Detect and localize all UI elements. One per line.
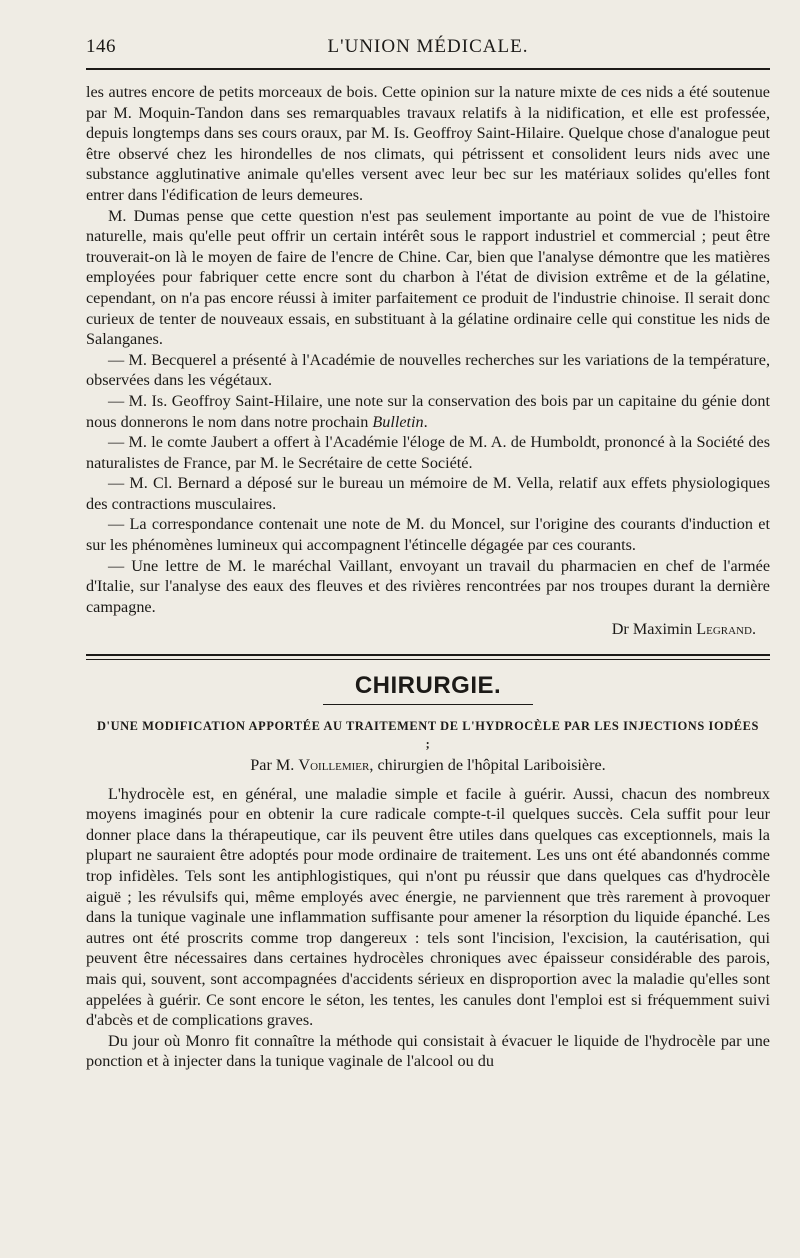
section-title-rule bbox=[323, 704, 533, 705]
bulletin-italic: Bulletin bbox=[372, 412, 424, 431]
article-title: D'UNE MODIFICATION APPORTÉE AU TRAITEMENT DE L'HYDROCÈLE PAR LES INJECTIONS IODÉES ; bbox=[97, 719, 759, 752]
paragraph-monro: Du jour où Monro fit connaître la méthode qui consistait à évacuer le liquide de l'hydrocèle par une ponction et à injecter dans la tunique vaginale de l'alcool ou du bbox=[86, 1031, 770, 1071]
byline-prefix: Par M. bbox=[250, 756, 299, 775]
section-title: CHIRURGIE. bbox=[354, 672, 502, 700]
section-separator bbox=[86, 654, 770, 660]
paragraph-hydrocele-intro: L'hydrocèle est, en général, une maladie simple et facile à guérir. Aussi, chacun des nombreux moyens imaginés pour en obtenir la cure radicale compte-t-il quelques succès. Cela suffit pour leur donner place dans la thérapeutique, car ils peuvent être utiles dans quelques cas exceptionnels, mais la plupart ne sauraient être adoptés pour mode ordinaire de traitement. Les uns ont été abandonnés comme trop infidèles. Tels sont les antiphlogistiques, qui n'ont pu réussir que dans quelques cas d'hydrocèle aiguë ; les révulsifs qui, même employés avec énergie, ne parviennent que très rarement à provoquer dans la tunique vaginale une inflammation suffisante pour amener la résorption du liquide épanché. Les autres ont été proscrits comme trop dangereux : tels sont l'incision, l'excision, la cautérisation, qui peuvent être nécessaires dans certaines hydrocèles chroniques avec épaisseur considérable des parois, mais qui, souvent, sont accompagnées d'accidents sérieux en disproportion avec la maladie qu'elles sont appelées à guérir. Ce sont encore le séton, les tentes, les canules dont l'emploi est si fréquemment suivi d'abcès et de complications graves. bbox=[86, 784, 770, 1030]
geoffroy-text: — M. Is. Geoffroy Saint-Hilaire, une note sur la conservation des bois par un capitaine du génie dont nous donnerons le nom dans notre prochain bbox=[86, 391, 770, 431]
byline-suffix: , chirurgien de l'hôpital Lariboisière. bbox=[369, 756, 606, 775]
paragraph-geoffroy bbox=[86, 391, 770, 432]
journal-title: L'UNION MÉDICALE. bbox=[327, 36, 529, 57]
author-signature bbox=[86, 619, 770, 640]
signature-prefix: Dr Maximin bbox=[611, 620, 697, 639]
running-head bbox=[86, 28, 770, 58]
paragraph-jaubert: — M. le comte Jaubert a offert à l'Académie l'éloge de M. A. de Humboldt, prononcé à la Société des naturalistes de France, par M. le Secrétaire de cette Société. bbox=[86, 433, 770, 472]
paragraph-dumas: M. Dumas pense que cette question n'est pas seulement importante au point de vue de l'histoire naturelle, mais qu'elle peut offrir un certain intérêt sous le rapport industriel et commercial ; peut être trouverait-on là le moyen de faire de l'encre de Chine. Car, bien que l'analyse démontre que les matières employées pour fabriquer cette encre sont du charbon à l'état de division extrême et de la gélatine, cependant, on n'a pas encore réussi à imiter parfaitement ce produit de l'industrie chinoise. Il serait donc curieux de tenter de nouveaux essais, en substituant à la gélatine ordinaire celle qui constitue les nids de Salanganes. bbox=[86, 206, 770, 349]
paragraph-nests-continued: les autres encore de petits morceaux de bois. Cette opinion sur la nature mixte de ces nids a été soutenue par M. Moquin-Tandon dans ses remarquables travaux relatifs à la nidification, et elle est professée, depuis longtemps dans ses cours oraux, par M. Is. Geoffroy Saint-Hilaire. Quelque chose d'analogue peut être observé chez les hirondelles de nos climats, qui pétrissent et consolident leurs nids avec une substance agglutinative animale qu'elles versent avec leur bec sur les matériaux solides qu'elles font entrer dans l'édification de leurs demeures. bbox=[86, 83, 770, 204]
paragraph-correspondance: — La correspondance contenait une note de M. du Moncel, sur l'origine des courants d'induction et sur les phénomènes lumineux qui accompagnent l'étincelle dégagée par ces courants. bbox=[86, 515, 770, 555]
geoffroy-end: . bbox=[423, 412, 428, 431]
byline-author: Voillemier bbox=[298, 756, 370, 775]
page-number: 146 bbox=[86, 36, 116, 57]
article-byline bbox=[86, 755, 770, 776]
header-rule bbox=[86, 68, 770, 70]
paragraph-becquerel: — M. Becquerel a présenté à l'Académie de nouvelles recherches sur les variations de la température, observées dans les végétaux. bbox=[86, 350, 770, 390]
signature-name: Legrand. bbox=[696, 620, 756, 639]
paragraph-bernard: — M. Cl. Bernard a déposé sur le bureau un mémoire de M. Vella, relatif aux effets physiologiques des contractions musculaires. bbox=[86, 474, 770, 513]
paragraph-vaillant: — Une lettre de M. le maréchal Vaillant, envoyant un travail du pharmacien en chef de l'armée d'Italie, sur l'analyse des eaux des fleuves et des rivières rencontrées par nos troupes durant la dernière campagne. bbox=[86, 556, 770, 616]
